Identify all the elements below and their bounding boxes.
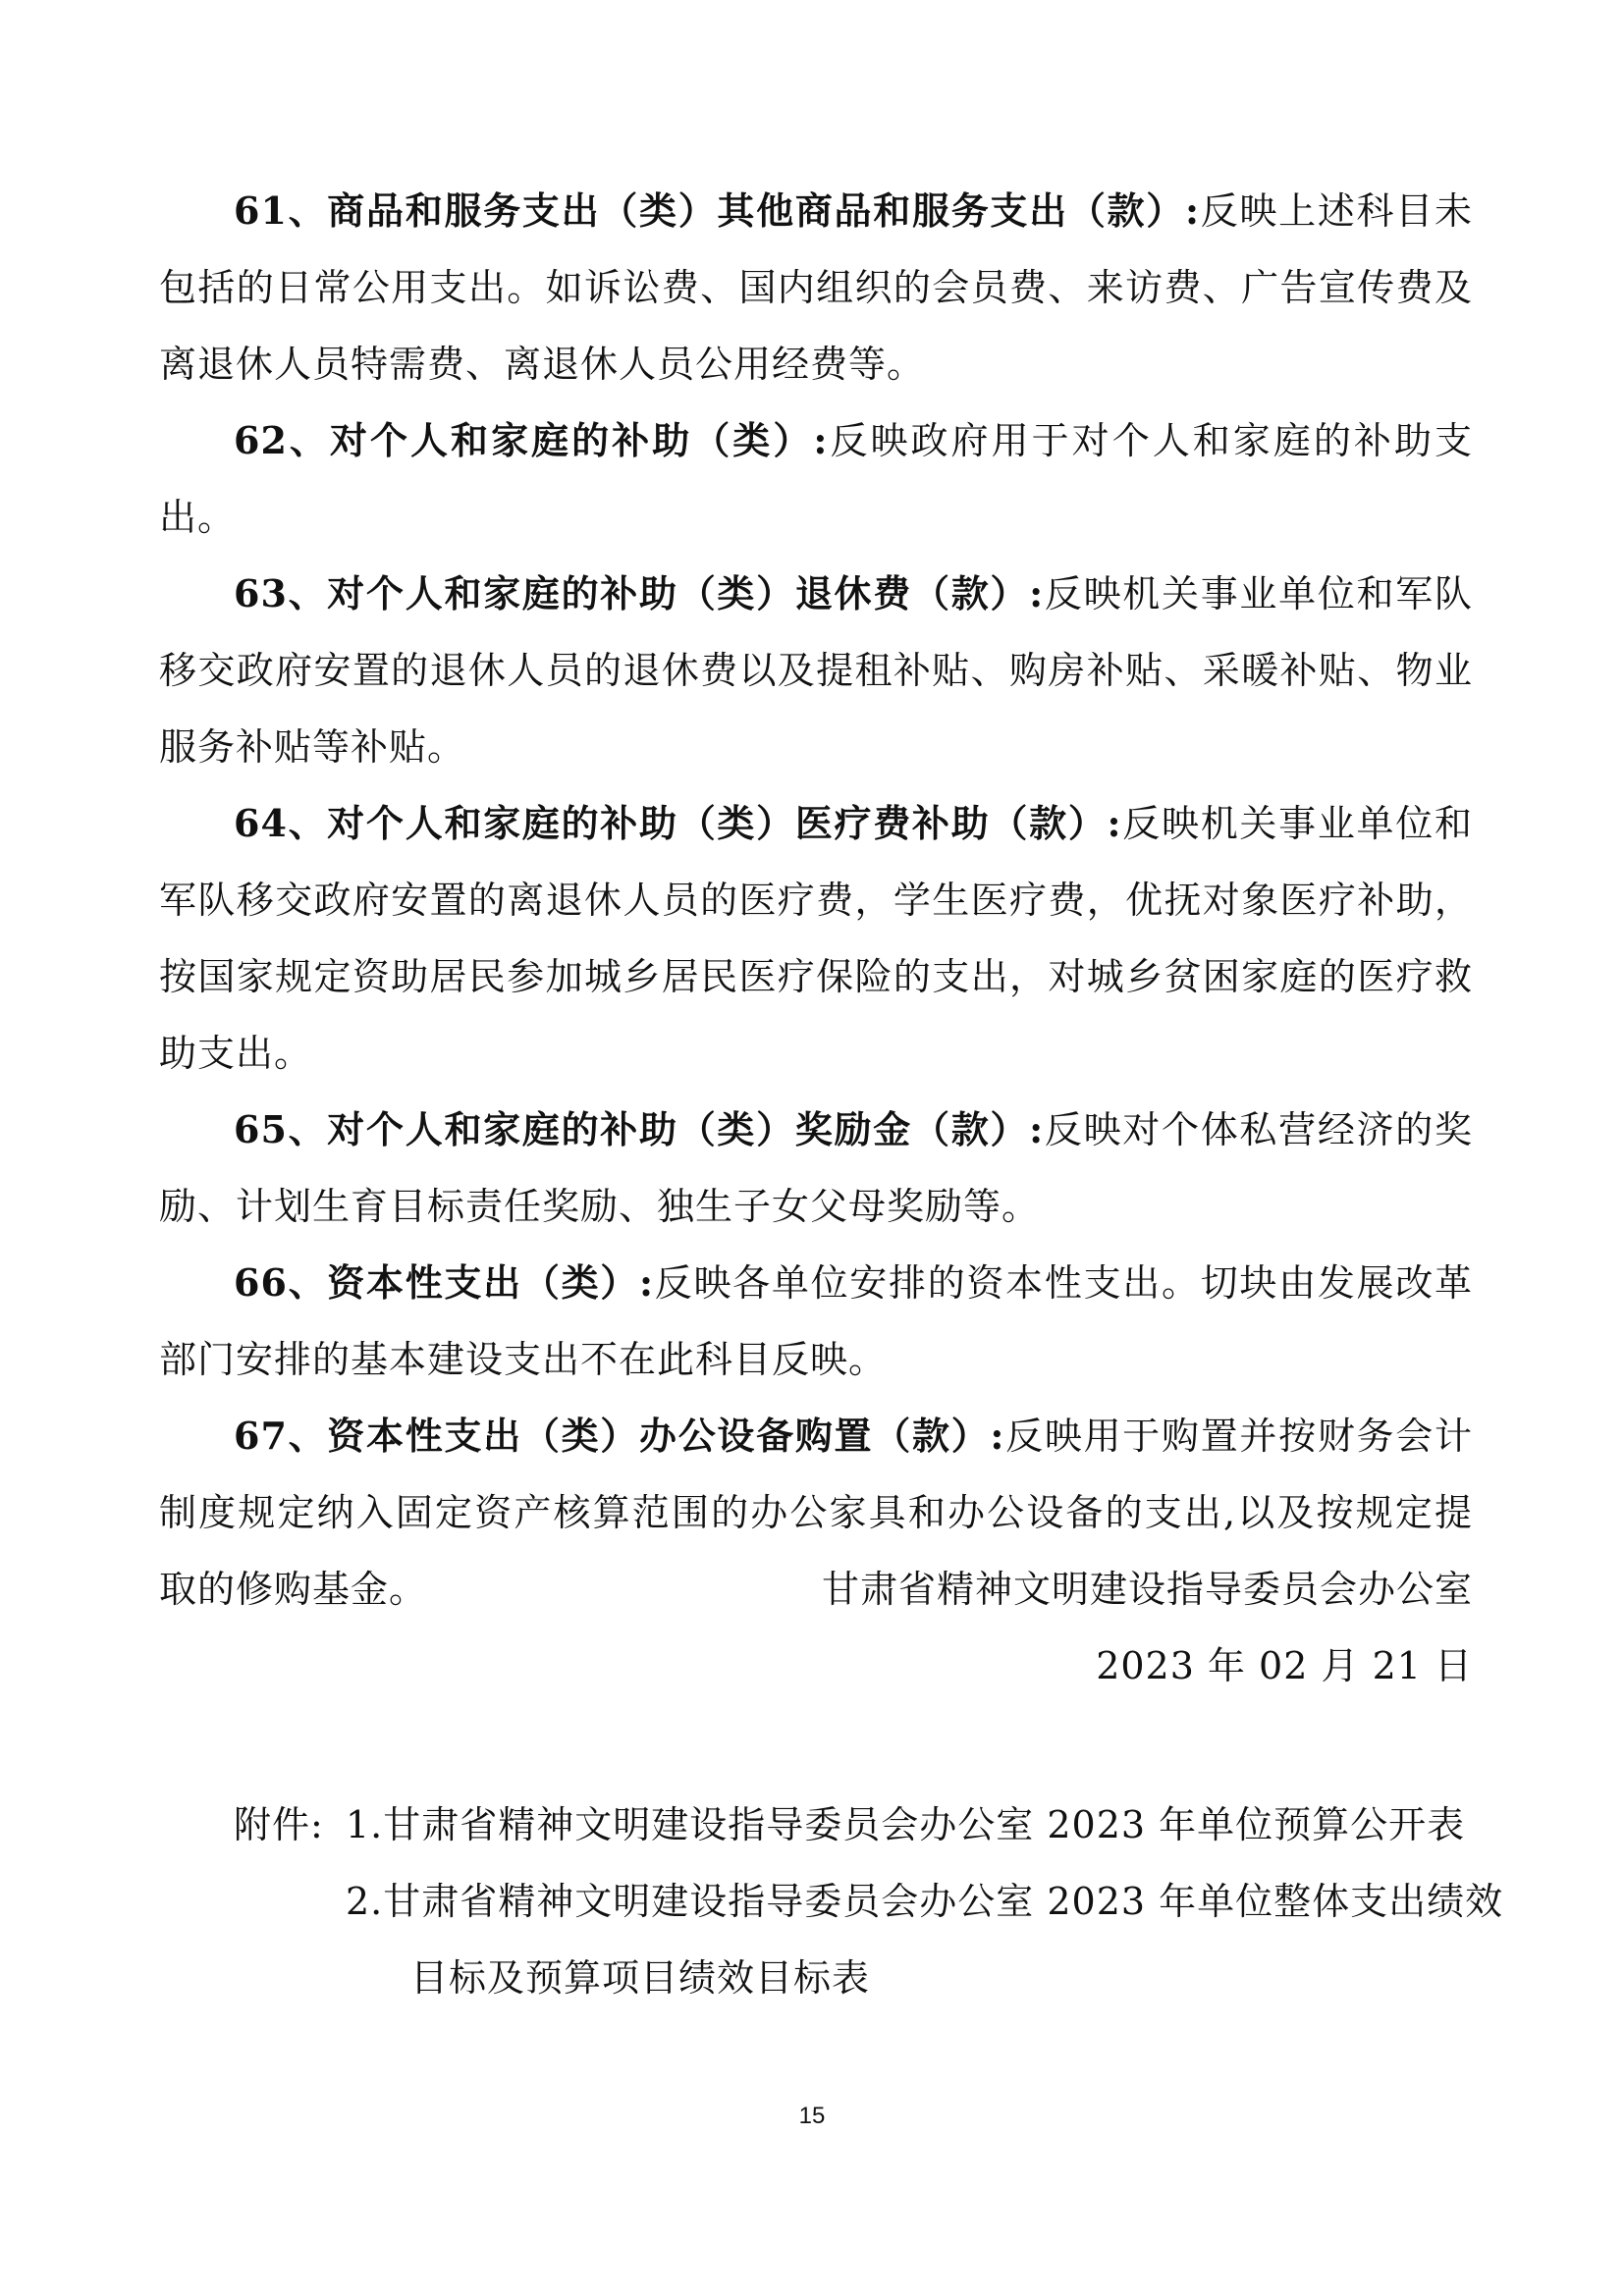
item-text: 反映用于购置并按财务会计制度规定纳入固定资产核算范围的办公家具和办公设备的支出,以及按规定提取的修购基金。	[159, 1415, 1473, 1611]
document-body	[159, 173, 1473, 1628]
item-heading: 64、对个人和家庭的补助（类）医疗费补助（款）:	[234, 801, 1122, 845]
page-number: 15	[798, 2103, 826, 2129]
item-66	[159, 1245, 1473, 1398]
item-63	[159, 556, 1473, 785]
signature-date: 2023 年 02 月 21 日	[1096, 1644, 1473, 1687]
item-heading: 65、对个人和家庭的补助（类）奖励金（款）:	[234, 1107, 1045, 1151]
item-heading: 66、资本性支出（类）:	[234, 1260, 655, 1305]
attachment-item-2-continued: 目标及预算项目绩效目标表	[410, 1956, 871, 2000]
item-heading: 61、商品和服务支出（类）其他商品和服务支出（款）:	[234, 188, 1200, 233]
item-65	[159, 1092, 1473, 1245]
item-text: 反映各单位安排的资本性支出。切块由发展改革部门安排的基本建设支出不在此科目反映。	[159, 1261, 1473, 1381]
item-text: 反映上述科目未包括的日常公用支出。如诉讼费、国内组织的会员费、来访费、广告宣传费及离退休人员特需费、离退休人员公用经费等。	[159, 189, 1473, 386]
item-64	[159, 785, 1473, 1092]
item-heading: 62、对个人和家庭的补助（类）:	[234, 418, 829, 462]
signature-organization: 甘肃省精神文明建设指导委员会办公室	[821, 1568, 1473, 1611]
item-text: 反映机关事业单位和军队移交政府安置的离退休人员的医疗费，学生医疗费，优抚对象医疗补助，按国家规定资助居民参加城乡居民医疗保险的支出，对城乡贫困家庭的医疗救助支出。	[159, 802, 1473, 1075]
item-61	[159, 173, 1473, 402]
item-62	[159, 402, 1473, 556]
attachments-label: 附件:	[234, 1803, 324, 1846]
item-text: 反映机关事业单位和军队移交政府安置的退休人员的退休费以及提租补贴、购房补贴、采暖补贴、物业服务补贴等补贴。	[159, 572, 1473, 769]
item-heading: 67、资本性支出（类）办公设备购置（款）:	[234, 1414, 1005, 1458]
item-heading: 63、对个人和家庭的补助（类）退休费（款）:	[234, 571, 1045, 615]
attachment-item-1: 1.甘肃省精神文明建设指导委员会办公室 2023 年单位预算公开表	[346, 1803, 1466, 1846]
attachment-item-2: 2.甘肃省精神文明建设指导委员会办公室 2023 年单位整体支出绩效	[346, 1880, 1504, 1923]
item-text: 反映政府用于对个人和家庭的补助支出。	[159, 419, 1473, 539]
item-text: 反映对个体私营经济的奖励、计划生育目标责任奖励、独生子女父母奖励等。	[159, 1108, 1473, 1228]
